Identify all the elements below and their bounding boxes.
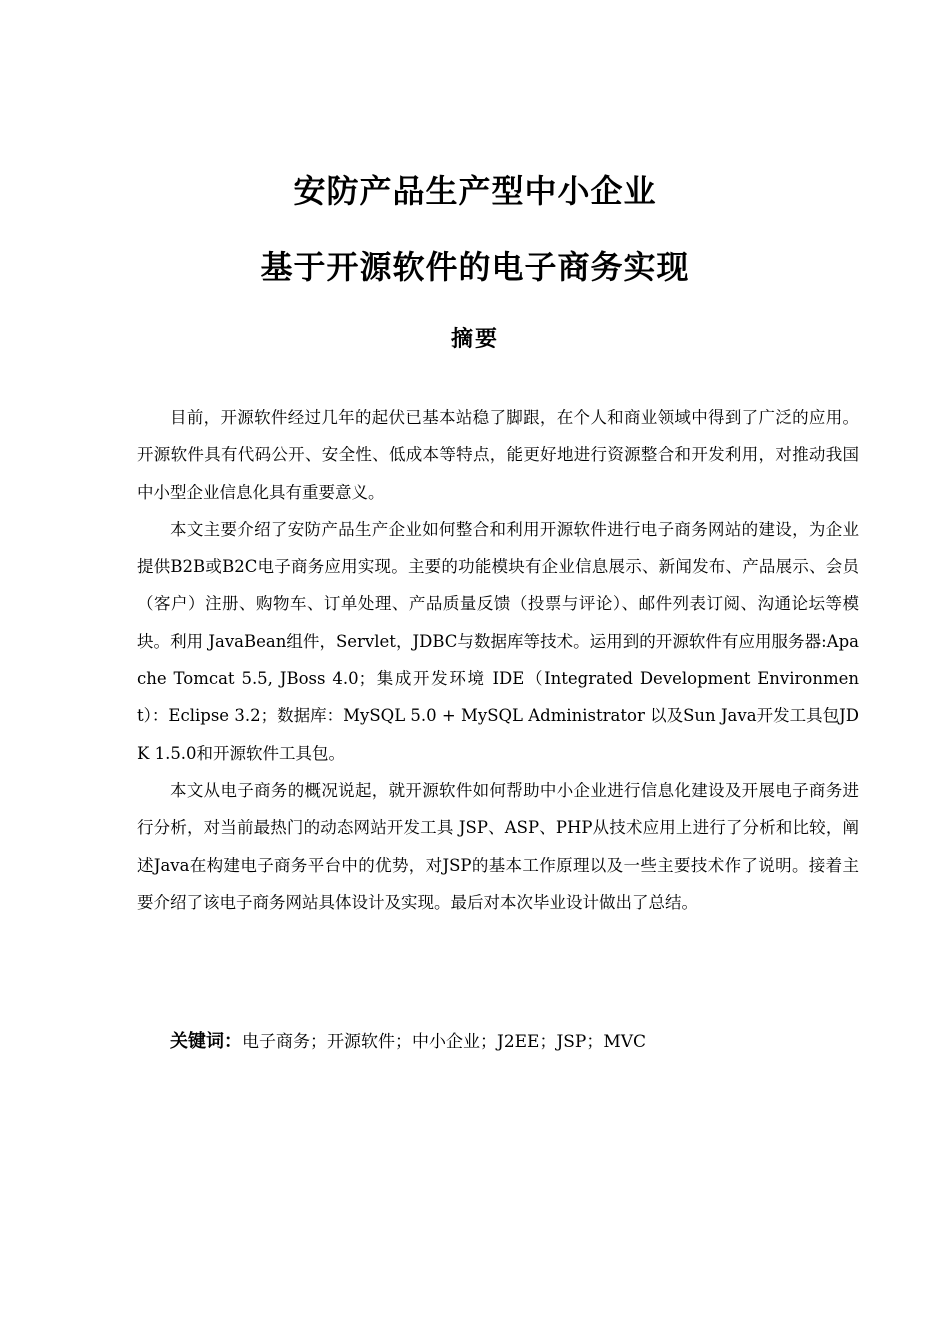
title-line-1: 安防产品生产型中小企业	[293, 172, 657, 210]
abstract-heading: 摘要	[450, 327, 499, 352]
abstract-paragraph-3: 本文从电子商务的概况说起，就开源软件如何帮助中小企业进行信息化建设及开展电子商务进行分析，对当前最热门的动态网站开发工具 JSP、ASP、PHP从技术应用上进行了分析和比较，阐述Java在构建电子商务平台中的优势，对JSP的基本工作原理以及一些主要技术作了说明。接着主要介绍了该电子商务网站具体设计及实现。最后对本次毕业设计做出了总结。	[137, 780, 859, 912]
abstract-body	[137, 399, 859, 921]
abstract-paragraph-1: 目前，开源软件经过几年的起伏已基本站稳了脚跟，在个人和商业领域中得到了广泛的应用。开源软件具有代码公开、安全性、低成本等特点，能更好地进行资源整合和开发利用，对推动我国中小型企业信息化具有重要意义。	[137, 408, 859, 502]
keywords-label: 关键词：	[170, 1031, 242, 1052]
keywords-line	[170, 1027, 646, 1057]
abstract-paragraph-2: 本文主要介绍了安防产品生产企业如何整合和利用开源软件进行电子商务网站的建设，为企业提供B2B或B2C电子商务应用实现。主要的功能模块有企业信息展示、新闻发布、产品展示、会员（客户）注册、购物车、订单处理、产品质量反馈（投票与评论）、邮件列表订阅、沟通论坛等模块。利用 JavaBean组件，Servlet，JDBC与数据库等技术。运用到的开源软件有应用服务器:Apache Tomcat 5.5, JBoss 4.0；集成开发环境 IDE（Integrated Development Environment）：Eclipse 3.2；数据库：MySQL 5.0 + MySQL Administrator 以及Sun Java开发工具包JDK 1.5.0和开源软件工具包。	[137, 519, 859, 763]
keywords-text: 电子商务；开源软件；中小企业；J2EE；JSP；MVC	[242, 1032, 647, 1052]
title-line-2: 基于开源软件的电子商务实现	[260, 248, 690, 286]
